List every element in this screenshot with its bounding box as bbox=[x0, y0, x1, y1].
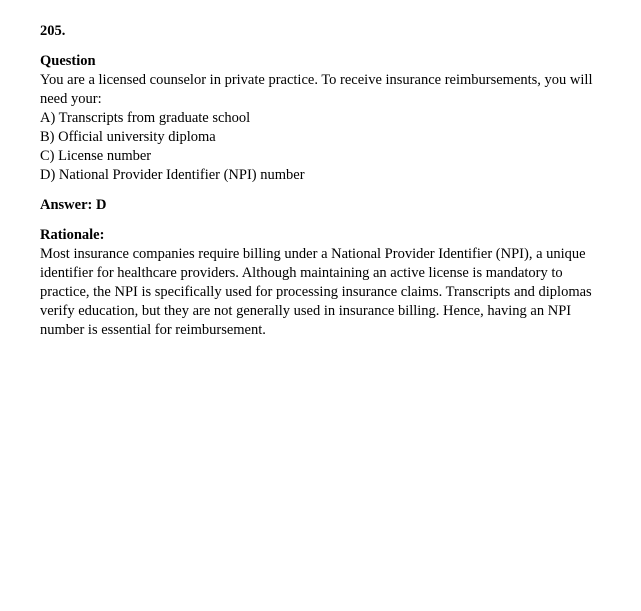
rationale-label: Rationale: bbox=[40, 227, 105, 243]
question-label: Question bbox=[40, 53, 96, 69]
rationale-text: Most insurance companies require billing under a National Provider Identifier (NPI), a unique identifier for healthcare providers. Although maintaining an active license is mandatory to practice, the NPI is specifically used for processing insurance claims. Transcripts and diplomas verify education, but they are not generally used in insurance billing. Hence, having an NPI number is essential for reimbursement. bbox=[40, 246, 592, 338]
document-content bbox=[40, 22, 598, 340]
question-text: You are a licensed counselor in private practice. To receive insurance reimbursements, you will need your: bbox=[40, 72, 593, 107]
option-c: C) License number bbox=[40, 148, 152, 164]
question-section bbox=[40, 52, 598, 185]
rationale-section bbox=[40, 226, 598, 340]
option-b: B) Official university diploma bbox=[40, 129, 216, 145]
option-a: A) Transcripts from graduate school bbox=[40, 110, 251, 126]
answer-text: Answer: D bbox=[40, 197, 107, 213]
option-d: D) National Provider Identifier (NPI) number bbox=[40, 167, 305, 183]
question-number: 205. bbox=[40, 23, 66, 39]
